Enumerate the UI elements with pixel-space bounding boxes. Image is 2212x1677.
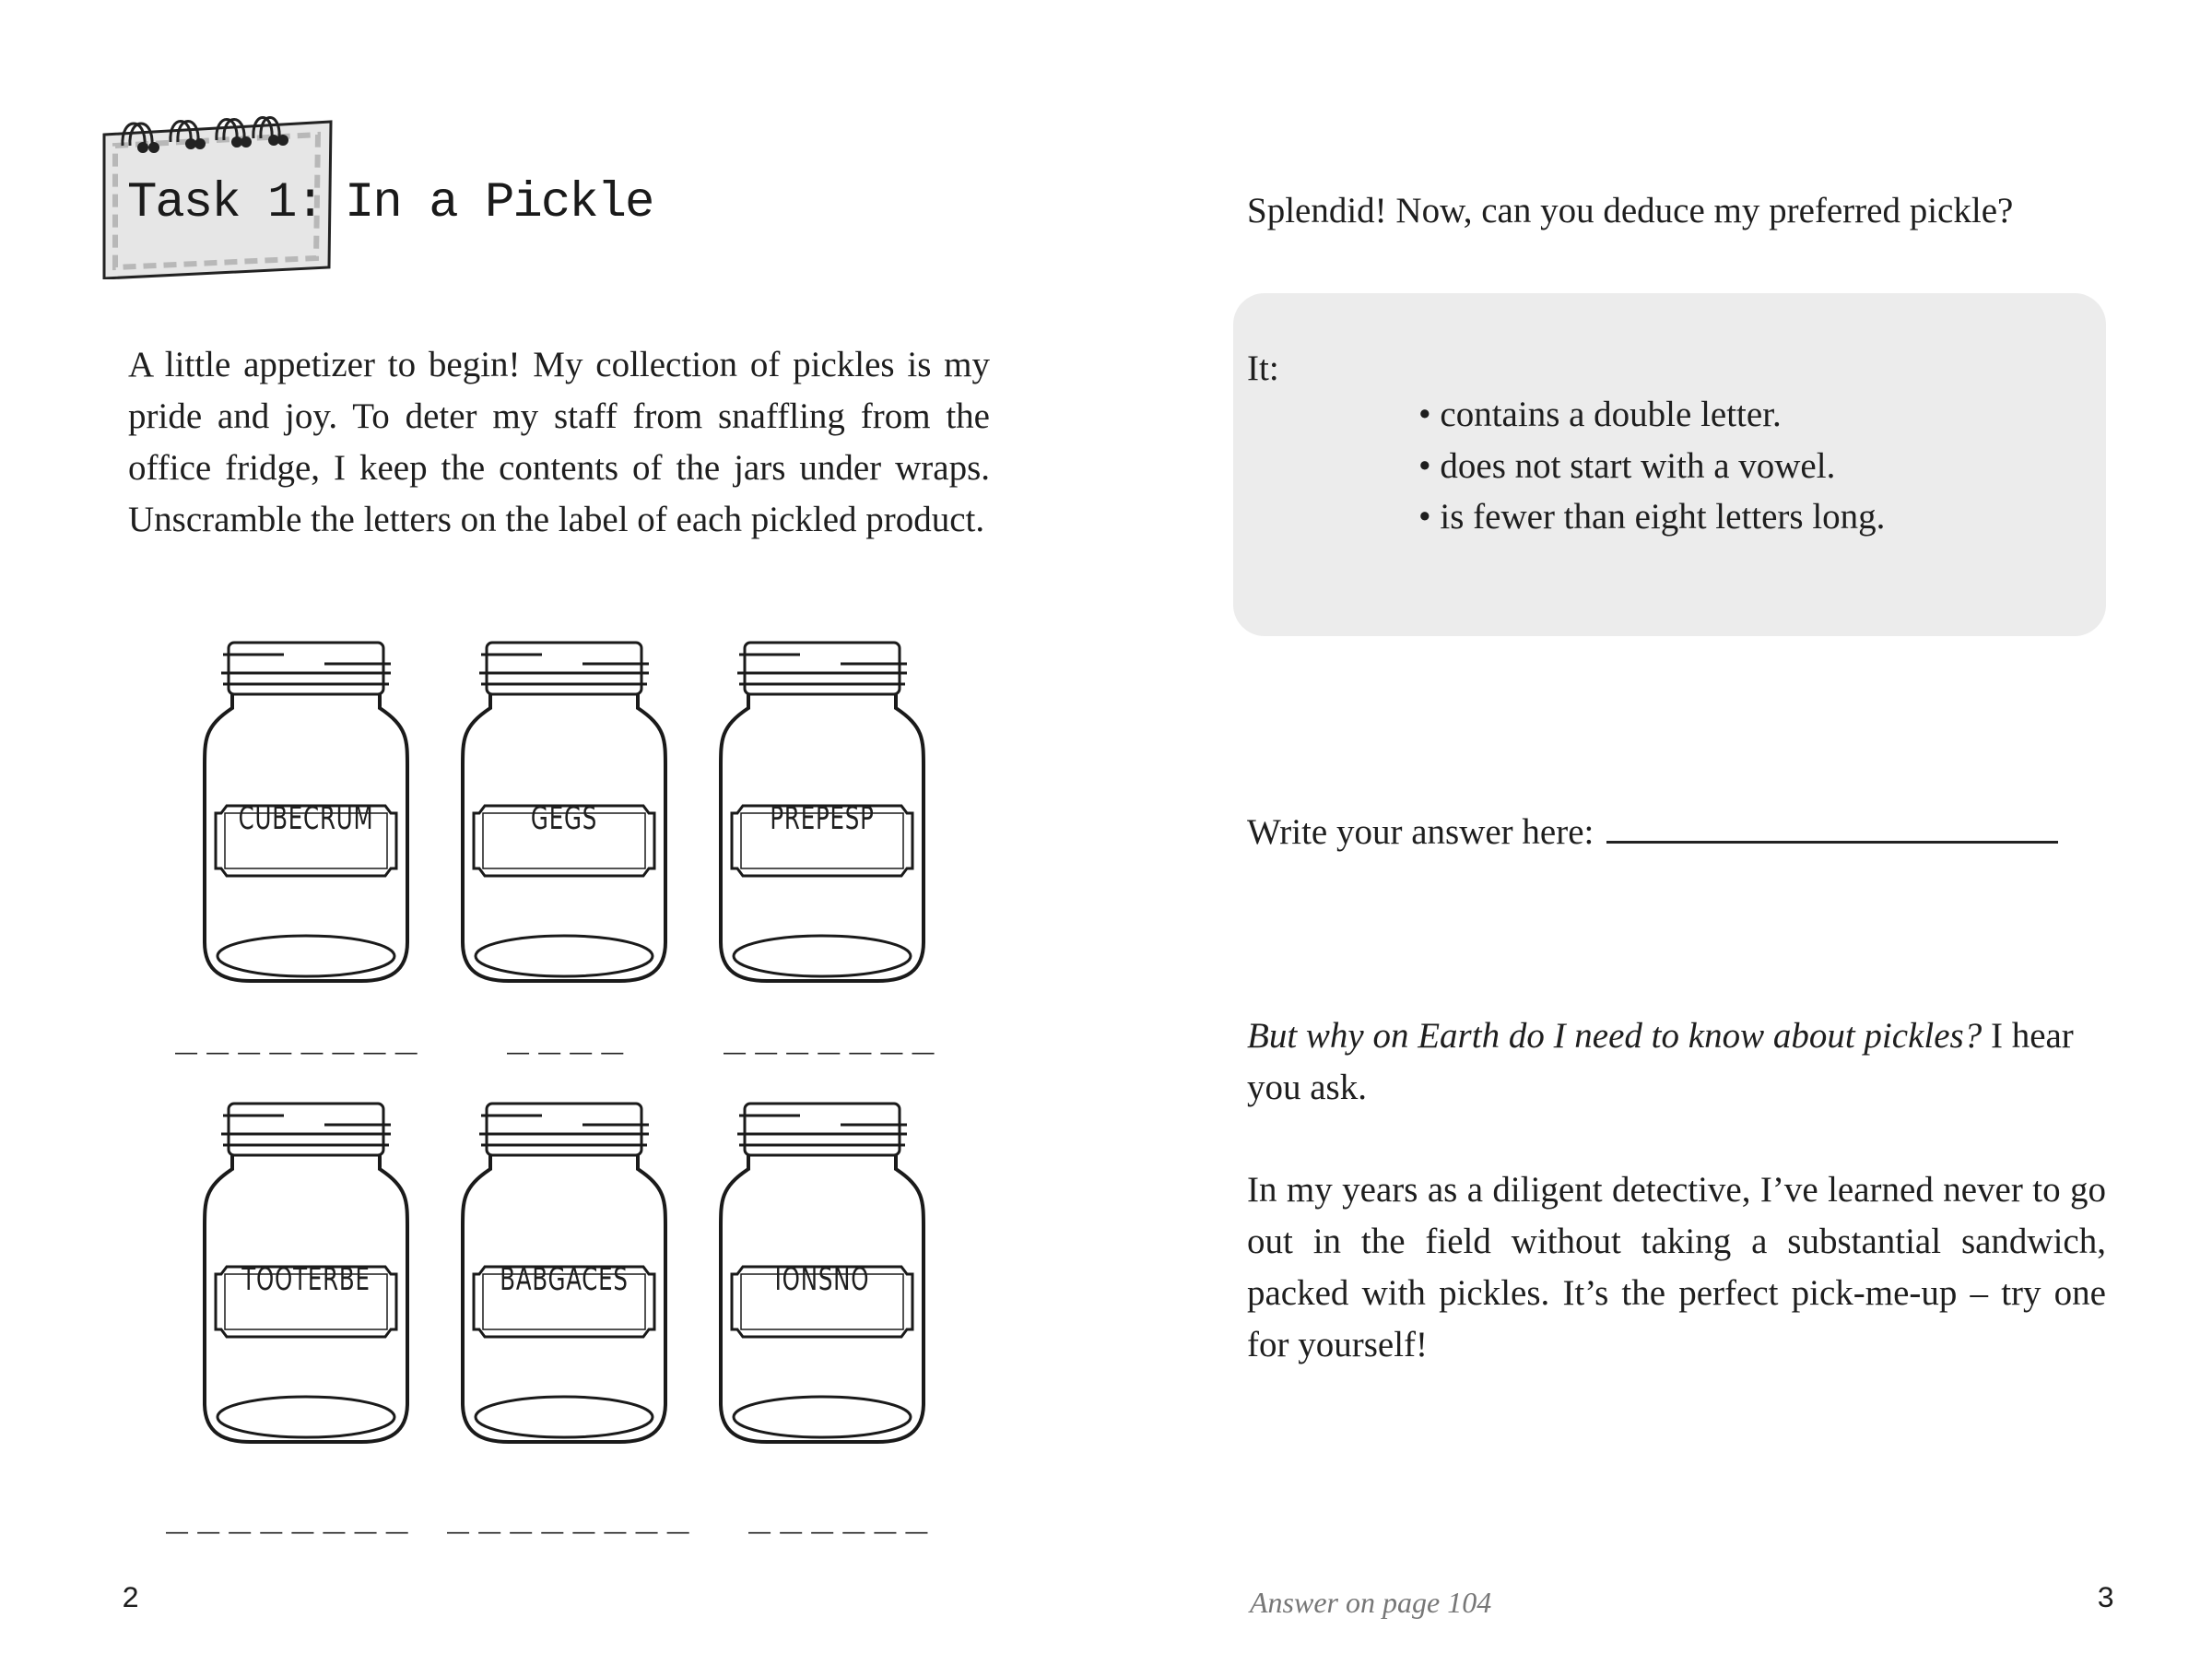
clue-intro: It: — [1247, 348, 1279, 388]
clue-item: • is fewer than eight letters long. — [1418, 497, 1886, 537]
answer-field[interactable] — [1606, 804, 2058, 844]
answer-blanks[interactable]: ____ — [507, 1012, 633, 1055]
answer-blanks[interactable]: _______ — [724, 1012, 944, 1055]
jar-label: GEGS — [530, 800, 598, 837]
pickle-jar — [712, 1099, 933, 1449]
jar-label: BABGACES — [500, 1261, 629, 1298]
clue-item: • contains a double letter. — [1418, 395, 1782, 434]
answer-reference: Answer on page 104 — [1250, 1586, 1492, 1619]
answer-blanks[interactable]: ________ — [166, 1492, 418, 1534]
page-number-left: 2 — [122, 1582, 140, 1616]
answer-blanks[interactable]: ______ — [748, 1492, 937, 1534]
jar-label: IONSNO — [774, 1261, 870, 1298]
pickle-jar — [712, 638, 933, 988]
aside-italic: But why on Earth do I need to know about pickles? — [1247, 1016, 1983, 1056]
pickle-jar — [195, 1099, 417, 1449]
pickle-jar — [195, 638, 417, 988]
aside-rest: I hear you ask. — [1247, 1016, 2074, 1107]
pickle-jar — [453, 638, 675, 988]
question-text: Splendid! Now, can you deduce my preferred pickle? — [1247, 191, 2014, 230]
intro-paragraph: A little appetizer to begin! My collection of pickles is my pride and joy. To deter my staff from snaffling from the office fridge, I keep the contents of the jars under wraps. Unscramble the letters on the label of each pickled product. — [128, 345, 990, 539]
task-number: Task 1: — [127, 175, 324, 231]
answer-prompt: Write your answer here: — [1247, 812, 1594, 852]
aside-paragraph — [1247, 1010, 2106, 1114]
jar-label: CUBECRUM — [238, 800, 374, 837]
closing-paragraph: In my years as a diligent detective, I’ve learned never to go out in the field without taking a substantial sandwich, packed with pickles. It’s the perfect pick-me-up – try one for yourself! — [1247, 1170, 2106, 1364]
pickle-jar — [453, 1099, 675, 1449]
page-title: In a Pickle — [345, 175, 653, 231]
answer-blanks[interactable]: ________ — [447, 1492, 699, 1534]
jar-label: PREPESP — [770, 800, 875, 837]
answer-blanks[interactable]: ________ — [175, 1012, 427, 1055]
clue-item: • does not start with a vowel. — [1418, 446, 1836, 486]
page-number-right: 3 — [2097, 1582, 2115, 1616]
jar-label: TOOTERBE — [241, 1261, 371, 1298]
answer-prompt-row — [1247, 804, 2058, 858]
